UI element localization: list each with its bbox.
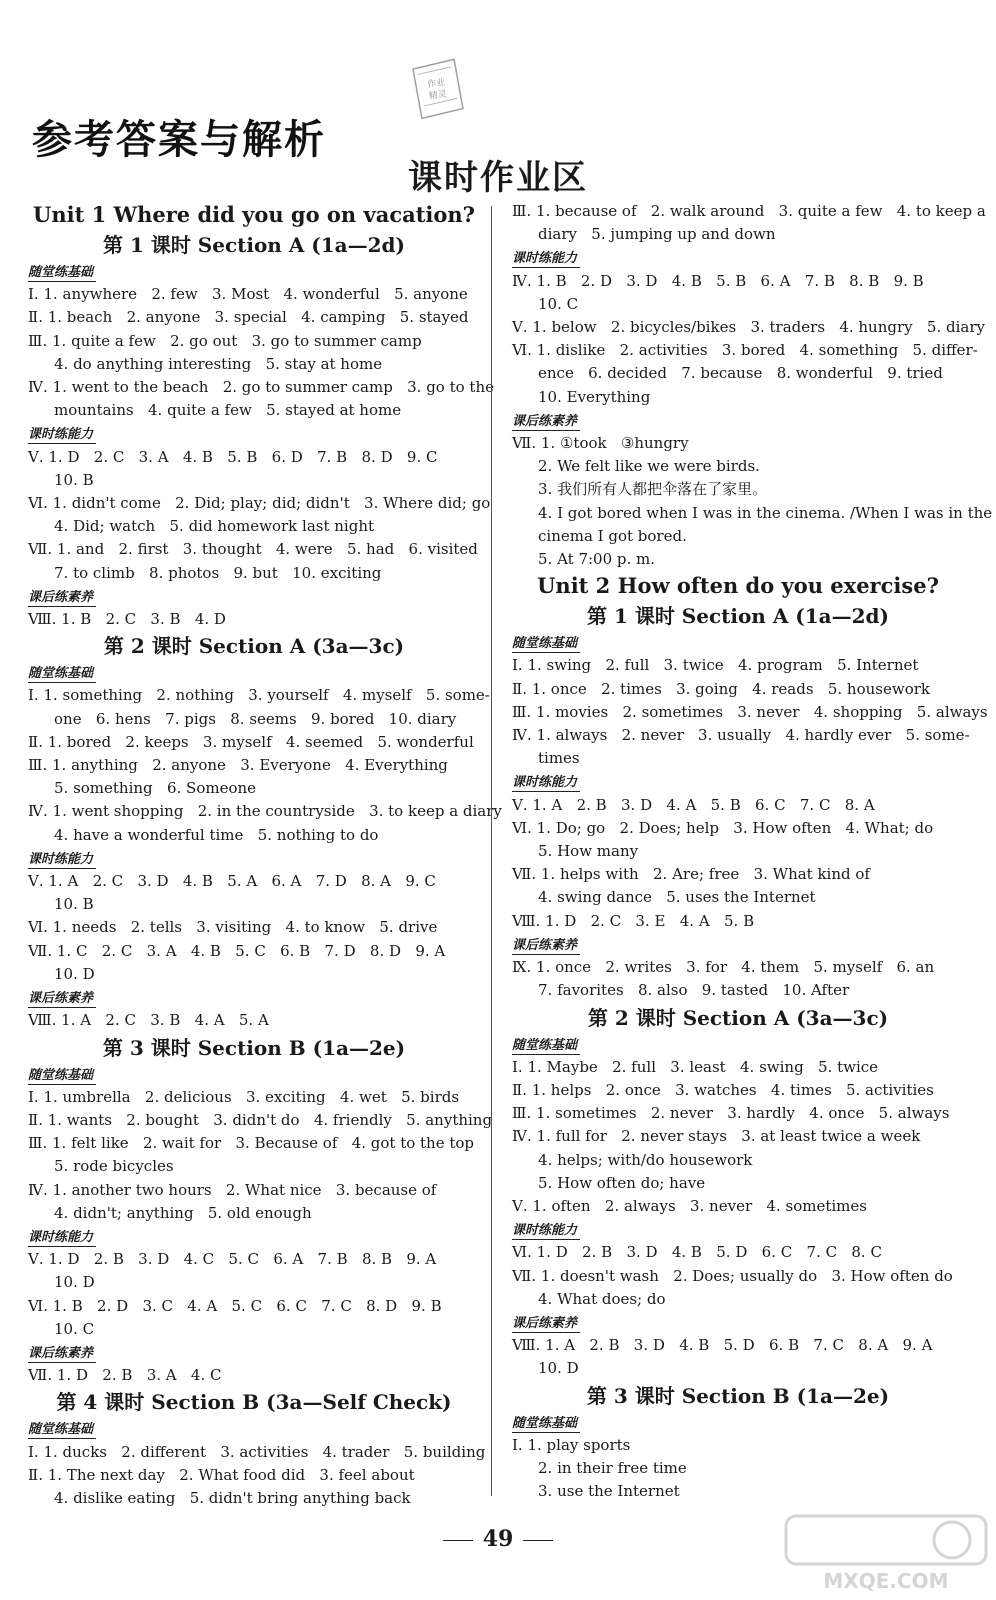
answer-line: Ⅸ. 1. once 2. writes 3. for 4. them 5. myself 6. an bbox=[512, 958, 935, 977]
answer-line: 4. didn't; anything 5. old enough bbox=[54, 1203, 312, 1222]
section-tag-row bbox=[512, 1311, 964, 1334]
answer-line: 5. How many bbox=[538, 842, 639, 861]
section-tag: 课时练能力 bbox=[512, 1222, 580, 1240]
answer-line: 5. rode bicycles bbox=[54, 1157, 174, 1176]
answer-line: Ⅱ. 1. helps 2. once 3. watches 4. times 5. activities bbox=[512, 1080, 934, 1099]
section-tag: 课后练素养 bbox=[28, 589, 96, 607]
answer-line: Ⅳ. 1. another two hours 2. What nice 3. because of bbox=[28, 1180, 437, 1199]
answer-line: Ⅵ. 1. Do; go 2. Does; help 3. How often 4. What; do bbox=[512, 818, 934, 837]
answer-line: Ⅴ. 1. D 2. C 3. A 4. B 5. B 6. D 7. B 8. D 9. C bbox=[28, 447, 438, 466]
answer-line: Ⅴ. 1. A 2. B 3. D 4. A 5. B 6. C 7. C 8. A bbox=[512, 795, 875, 814]
lesson-heading: 第 2 课时 Section A (3a—3c) bbox=[587, 1005, 889, 1030]
answer-line: Ⅶ. 1. ①took ③hungry bbox=[512, 434, 689, 453]
lesson-heading: 第 1 课时 Section A (1a—2d) bbox=[586, 604, 889, 629]
answer-line: Ⅵ. 1. didn't come 2. Did; play; did; didn't 3. Where did; go bbox=[28, 494, 491, 513]
answer-line: 7. to climb 8. photos 9. but 10. exciting bbox=[54, 563, 382, 582]
answer-line: Ⅰ. 1. umbrella 2. delicious 3. exciting 4. wet 5. birds bbox=[28, 1087, 460, 1106]
answer-line: times bbox=[538, 749, 580, 768]
section-tag-row bbox=[28, 260, 480, 283]
answer-line: 4. swing dance 5. uses the Internet bbox=[538, 888, 816, 907]
section-tag-row bbox=[512, 1218, 964, 1241]
answer-line: Ⅴ. 1. below 2. bicycles/bikes 3. traders 4. hungry 5. diary bbox=[512, 318, 985, 337]
section-tag-row bbox=[512, 246, 964, 269]
answer-line: Ⅷ. 1. B 2. C 3. B 4. D bbox=[28, 610, 226, 629]
answer-line: Ⅷ. 1. D 2. C 3. E 4. A 5. B bbox=[512, 911, 755, 930]
answer-line: 10. D bbox=[538, 1359, 579, 1378]
answer-line: Ⅰ. 1. play sports bbox=[512, 1435, 631, 1454]
answer-line: Ⅶ. 1. D 2. B 3. A 4. C bbox=[28, 1366, 222, 1385]
answer-line: ence 6. decided 7. because 8. wonderful 9. tried bbox=[538, 364, 943, 383]
unit-heading: Unit 1 Where did you go on vacation? bbox=[33, 202, 475, 227]
answer-line: Ⅰ. 1. swing 2. full 3. twice 4. program 5. Internet bbox=[512, 656, 919, 675]
answer-line: 10. Everything bbox=[538, 387, 651, 406]
answer-line: Ⅲ. 1. sometimes 2. never 3. hardly 4. once 5. always bbox=[512, 1104, 950, 1123]
section-tag-row bbox=[512, 1033, 964, 1056]
unit-heading: Unit 2 How often do you exercise? bbox=[537, 573, 939, 599]
answer-line: 5. At 7:00 p. m. bbox=[538, 550, 656, 569]
stamp-logo bbox=[406, 55, 468, 124]
answer-line: Ⅲ. 1. movies 2. sometimes 3. never 4. shopping 5. always bbox=[512, 702, 988, 721]
section-tag-row bbox=[512, 409, 964, 432]
right-column bbox=[512, 200, 993, 1503]
lesson-heading: 第 1 课时 Section A (1a—2d) bbox=[102, 233, 405, 257]
section-tag: 课时练能力 bbox=[512, 250, 580, 268]
section-tag: 课时练能力 bbox=[28, 426, 96, 444]
dash-right bbox=[523, 1540, 553, 1541]
section-tag: 课时练能力 bbox=[512, 774, 580, 792]
answer-line: cinema I got bored. bbox=[538, 526, 687, 545]
answer-line: 5. something 6. Someone bbox=[54, 779, 257, 798]
answer-line: Ⅱ. 1. once 2. times 3. going 4. reads 5. housework bbox=[512, 679, 930, 698]
sub-title: 课时作业区 bbox=[408, 158, 588, 198]
watermark-logo bbox=[782, 1512, 990, 1594]
answer-line: Ⅳ. 1. went to the beach 2. go to summer camp 3. go to the bbox=[28, 378, 494, 397]
answer-line: Ⅳ. 1. full for 2. never stays 3. at least twice a week bbox=[512, 1127, 921, 1146]
answer-line: 3. use the Internet bbox=[538, 1482, 680, 1501]
main-title: 参考答案与解析 bbox=[32, 117, 326, 163]
answer-line: 10. C bbox=[54, 1319, 95, 1338]
answer-line: Ⅵ. 1. needs 2. tells 3. visiting 4. to know 5. drive bbox=[28, 918, 438, 937]
svg-text:MXQE.COM: MXQE.COM bbox=[823, 1569, 949, 1593]
answer-line: Ⅰ. 1. something 2. nothing 3. yourself 4. myself 5. some- bbox=[28, 686, 490, 705]
answer-line: 4. dislike eating 5. didn't bring anything back bbox=[54, 1488, 411, 1507]
svg-text:精灵: 精灵 bbox=[428, 89, 448, 103]
answer-line: Ⅴ. 1. A 2. C 3. D 4. B 5. A 6. A 7. D 8. A 9. C bbox=[28, 872, 436, 891]
answer-line: Ⅴ. 1. D 2. B 3. D 4. C 5. C 6. A 7. B 8. B 9. A bbox=[28, 1250, 437, 1269]
section-tag-row bbox=[28, 847, 480, 870]
answer-line: Ⅵ. 1. B 2. D 3. C 4. A 5. C 6. C 7. C 8. D 9. B bbox=[28, 1296, 442, 1315]
section-tag: 随堂练基础 bbox=[28, 665, 96, 683]
answer-line: 10. D bbox=[54, 964, 95, 983]
section-tag: 课后练素养 bbox=[28, 990, 96, 1008]
answer-line: one 6. hens 7. pigs 8. seems 9. bored 10. diary bbox=[54, 709, 457, 728]
answer-line: Ⅳ. 1. always 2. never 3. usually 4. hardly ever 5. some- bbox=[512, 726, 970, 745]
lesson-heading: 第 3 课时 Section B (1a—2e) bbox=[102, 1035, 406, 1060]
answer-line: 4. What does; do bbox=[538, 1289, 666, 1308]
section-tag-row bbox=[28, 585, 480, 608]
answer-line: Ⅷ. 1. A 2. C 3. B 4. A 5. A bbox=[28, 1011, 269, 1030]
answer-line: Ⅲ. 1. anything 2. anyone 3. Everyone 4. Everything bbox=[28, 756, 448, 775]
section-tag-row bbox=[512, 631, 964, 654]
lesson-heading: 第 2 课时 Section A (3a—3c) bbox=[103, 634, 405, 659]
answer-line: Ⅶ. 1. helps with 2. Are; free 3. What kind of bbox=[512, 865, 870, 884]
section-tag: 随堂练基础 bbox=[512, 1415, 580, 1433]
section-tag: 课后练素养 bbox=[512, 937, 580, 955]
lesson-heading: 第 3 课时 Section B (1a—2e) bbox=[586, 1383, 890, 1408]
answer-line: 2. We felt like we were birds. bbox=[538, 457, 760, 476]
answer-line: 10. B bbox=[54, 895, 94, 914]
column-divider bbox=[491, 206, 492, 1496]
answer-line: 10. D bbox=[54, 1273, 95, 1292]
answer-line: Ⅴ. 1. often 2. always 3. never 4. sometimes bbox=[512, 1196, 867, 1215]
answer-line: 4. have a wonderful time 5. nothing to do bbox=[54, 825, 379, 844]
answer-line: 5. How often do; have bbox=[538, 1173, 706, 1192]
answer-line: 7. favorites 8. also 9. tasted 10. After bbox=[538, 981, 850, 1000]
svg-text:作业: 作业 bbox=[426, 77, 446, 91]
answer-line: Ⅳ. 1. went shopping 2. in the countryside 3. to keep a diary bbox=[28, 802, 502, 821]
answer-line: mountains 4. quite a few 5. stayed at home bbox=[54, 401, 402, 420]
section-tag: 课时练能力 bbox=[28, 851, 96, 869]
section-tag: 随堂练基础 bbox=[28, 264, 96, 282]
section-tag-row bbox=[28, 1341, 480, 1364]
section-tag: 课时练能力 bbox=[28, 1229, 96, 1247]
section-tag-row bbox=[512, 770, 964, 793]
answer-line: 4. Did; watch 5. did homework last night bbox=[54, 517, 375, 536]
answer-line: Ⅱ. 1. wants 2. bought 3. didn't do 4. friendly 5. anything bbox=[28, 1110, 493, 1129]
section-tag: 随堂练基础 bbox=[512, 1037, 580, 1055]
section-tag-row bbox=[28, 1063, 480, 1086]
section-tag: 随堂练基础 bbox=[28, 1421, 96, 1439]
answer-line: 2. in their free time bbox=[538, 1458, 687, 1477]
section-tag-row bbox=[28, 986, 480, 1009]
section-tag: 课后练素养 bbox=[512, 1315, 580, 1333]
answer-line: Ⅱ. 1. The next day 2. What food did 3. feel about bbox=[28, 1465, 415, 1484]
section-tag-row bbox=[28, 661, 480, 684]
answer-line: Ⅵ. 1. dislike 2. activities 3. bored 4. something 5. differ- bbox=[512, 341, 978, 360]
section-tag-row bbox=[512, 1411, 964, 1434]
answer-line: Ⅶ. 1. C 2. C 3. A 4. B 5. C 6. B 7. D 8. D 9. A bbox=[28, 941, 446, 960]
answer-line: 4. I got bored when I was in the cinema. /When I was in the bbox=[538, 503, 993, 522]
answer-line: Ⅰ. 1. Maybe 2. full 3. least 4. swing 5. twice bbox=[512, 1057, 879, 1076]
answer-line: 3. 我们所有人都把伞落在了家里。 bbox=[538, 480, 768, 499]
page-number-text: 49 bbox=[482, 1526, 514, 1552]
answer-line: Ⅲ. 1. because of 2. walk around 3. quite a few 4. to keep a bbox=[512, 202, 986, 220]
section-tag: 随堂练基础 bbox=[28, 1067, 96, 1085]
answer-line: diary 5. jumping up and down bbox=[538, 225, 776, 244]
section-tag: 随堂练基础 bbox=[512, 635, 580, 653]
answer-line: Ⅰ. 1. anywhere 2. few 3. Most 4. wonderful 5. anyone bbox=[28, 285, 468, 304]
answer-line: Ⅷ. 1. A 2. B 3. D 4. B 5. D 6. B 7. C 8. A 9. A bbox=[512, 1336, 933, 1355]
left-column bbox=[28, 200, 502, 1510]
answer-line: Ⅰ. 1. ducks 2. different 3. activities 4. trader 5. building bbox=[28, 1442, 486, 1461]
section-tag: 课后练素养 bbox=[28, 1345, 96, 1363]
answer-line: 4. helps; with/do housework bbox=[538, 1150, 753, 1169]
answer-line: Ⅵ. 1. D 2. B 3. D 4. B 5. D 6. C 7. C 8. C bbox=[512, 1243, 882, 1262]
answer-line: 10. C bbox=[538, 294, 579, 313]
answer-line: Ⅶ. 1. doesn't wash 2. Does; usually do 3. How often do bbox=[512, 1266, 953, 1285]
answer-line: Ⅳ. 1. B 2. D 3. D 4. B 5. B 6. A 7. B 8. B 9. B bbox=[512, 271, 924, 290]
answer-line: 4. do anything interesting 5. stay at home bbox=[54, 354, 383, 373]
section-tag-row bbox=[512, 933, 964, 956]
answer-line: Ⅱ. 1. beach 2. anyone 3. special 4. camping 5. stayed bbox=[28, 308, 469, 327]
lesson-heading: 第 4 课时 Section B (3a—Self Check) bbox=[56, 1390, 452, 1415]
answer-line: Ⅲ. 1. felt like 2. wait for 3. Because of 4. got to the top bbox=[28, 1134, 475, 1153]
section-tag: 课后练素养 bbox=[512, 413, 580, 431]
dash-left bbox=[443, 1540, 473, 1541]
section-tag-row bbox=[28, 422, 480, 445]
answer-line: Ⅲ. 1. quite a few 2. go out 3. go to summer camp bbox=[28, 331, 422, 350]
answer-line: 10. B bbox=[54, 470, 94, 489]
answer-line: Ⅱ. 1. bored 2. keeps 3. myself 4. seemed 5. wonderful bbox=[28, 732, 474, 751]
section-tag-row bbox=[28, 1225, 480, 1248]
section-tag-row bbox=[28, 1417, 480, 1440]
answer-line: Ⅶ. 1. and 2. first 3. thought 4. were 5. had 6. visited bbox=[28, 540, 478, 559]
